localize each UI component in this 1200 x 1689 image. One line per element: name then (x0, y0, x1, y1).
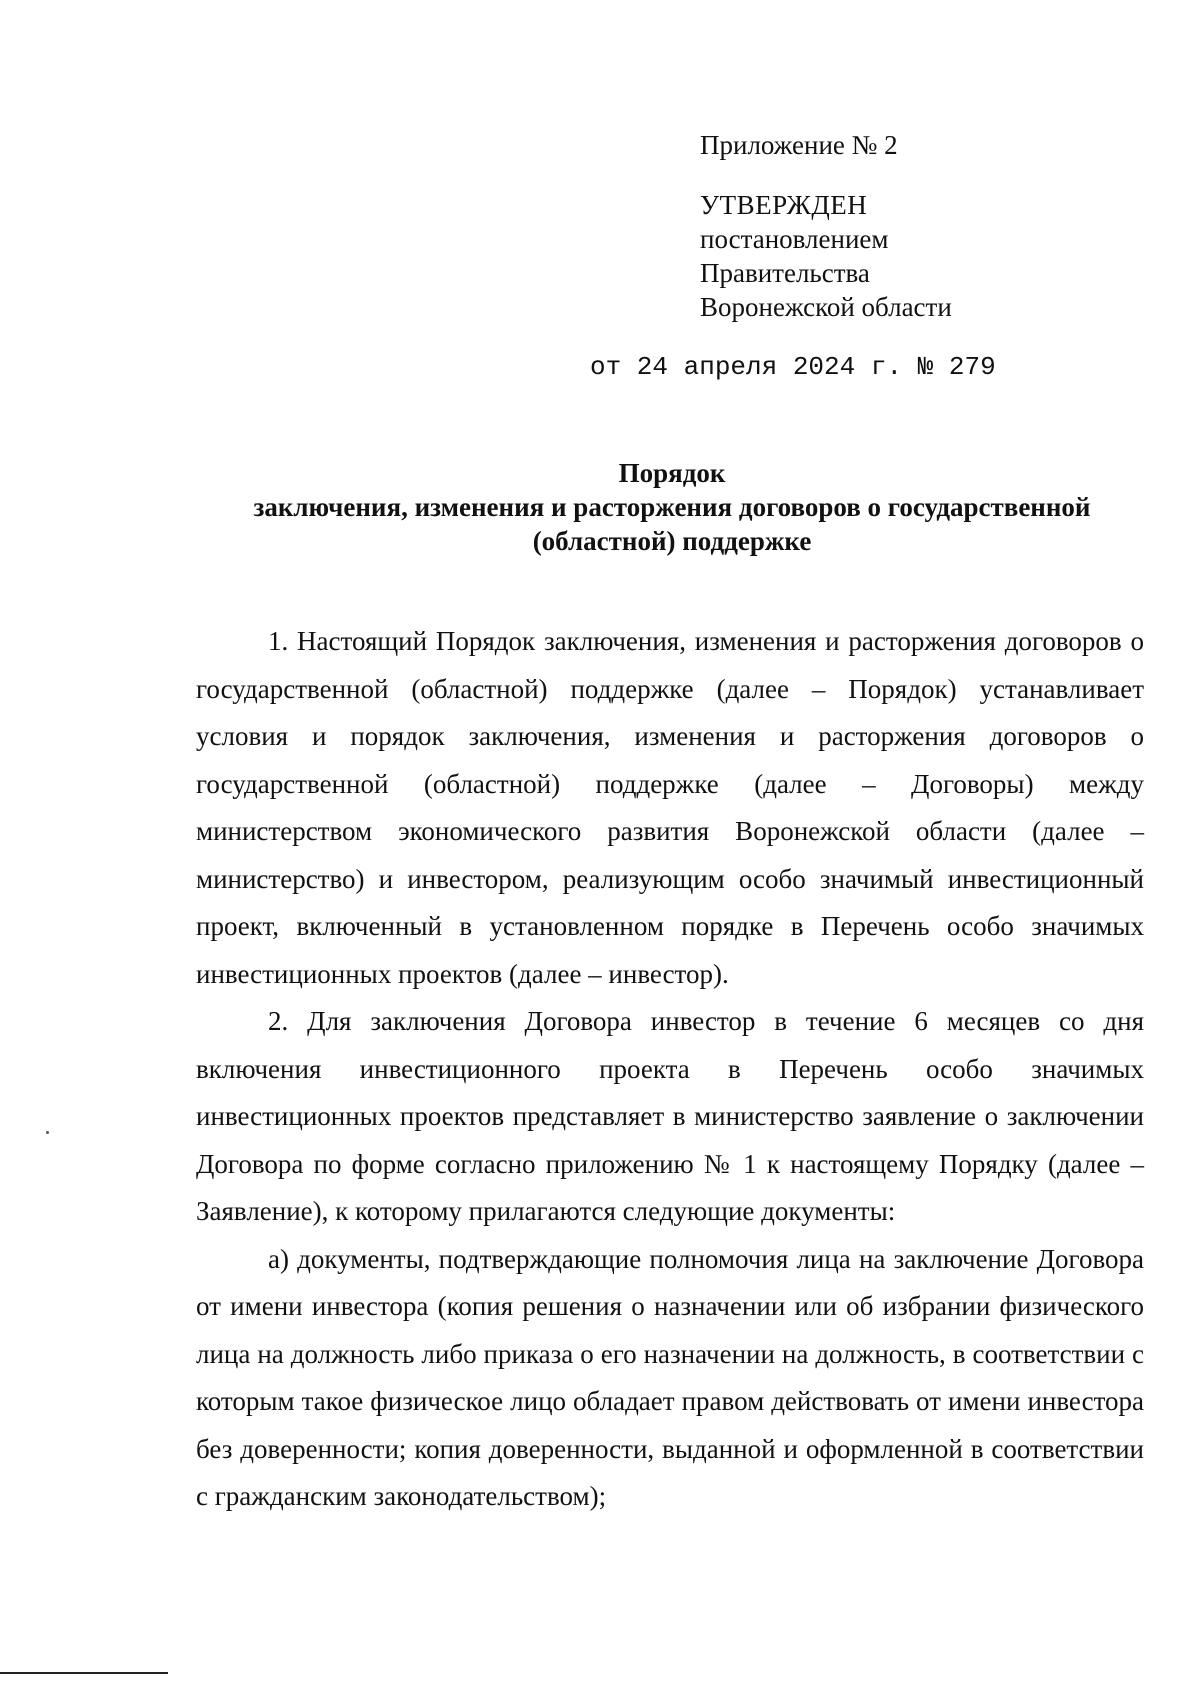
title-line-3: (областной) поддержке (532, 526, 812, 556)
approval-block (700, 128, 1160, 324)
scan-dot (46, 1131, 49, 1134)
appendix-label: Приложение № 2 (700, 130, 898, 160)
document-body (196, 618, 1144, 1521)
paragraph-3: а) документы, подтверждающие полномочия лица на заключение Договора от имени инвестора (копия решения о назначении или об избрании физического лица на должность либо приказа о его назначении на должность, в соответствии с которым такое физическое лицо обладает правом действовать от имени инвестора без доверенности; копия доверенности, выданной и оформленной в соответствии с гражданским законодательством); (196, 1243, 1144, 1511)
approval-line-1: постановлением (700, 224, 889, 254)
approval-line-2: Правительства (700, 258, 870, 288)
document-title (200, 456, 1144, 558)
paragraph-1: 1. Настоящий Порядок заключения, изменения и расторжения договоров о государственной (областной) поддержке (далее – Порядок) устанавливает условия и порядок заключения, изменения и расторжения договоров о государственной (областной) поддержке (далее – Договоры) между министерством экономического развития Воронежской области (далее – министерство) и инвестором, реализующим особо значимый инвестиционный проект, включенный в установленном порядке в Перечень особо значимых инвестиционных проектов (далее – инвестор). (196, 626, 1144, 989)
approval-line-3: Воронежской области (700, 292, 952, 322)
title-line-1: Порядок (618, 458, 726, 488)
decree-date-number: от 24 апреля 2024 г. № 279 (590, 352, 996, 382)
approved-heading: УТВЕРЖДЕН (700, 190, 868, 220)
paragraph-2: 2. Для заключения Договора инвестор в течение 6 месяцев со дня включения инвестиционного проекта в Перечень особо значимых инвестиционных проектов представляет в министерство заявление о заключении Договора по форме согласно приложению № 1 к настоящему Порядку (далее – Заявление), к которому прилагаются следующие документы: (196, 1006, 1144, 1226)
title-line-2: заключения, изменения и расторжения договоров о государственной (253, 492, 1091, 522)
footer-rule (0, 1672, 168, 1674)
